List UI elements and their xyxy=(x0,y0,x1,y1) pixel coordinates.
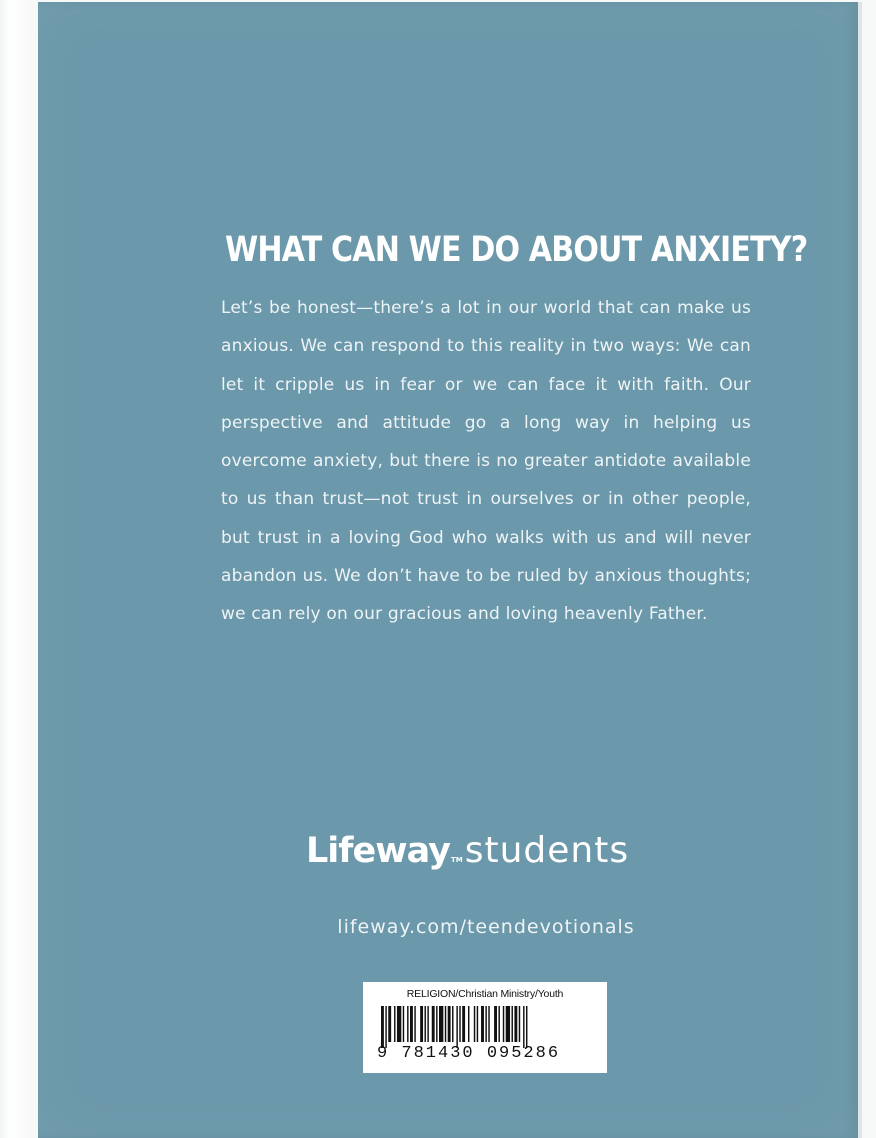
barcode-bar xyxy=(512,1006,513,1042)
barcode-bar xyxy=(498,1006,499,1042)
logo-brand: Lifeway xyxy=(306,831,450,871)
barcode-bars xyxy=(379,1006,591,1048)
barcode-panel xyxy=(363,982,607,1073)
barcode-bar xyxy=(452,1006,453,1042)
barcode-bar xyxy=(477,1006,478,1042)
barcode-bar xyxy=(394,1006,395,1042)
barcode-bar xyxy=(436,1006,437,1042)
barcode-bar xyxy=(420,1006,423,1042)
barcode-bar xyxy=(488,1006,489,1042)
barcode-bar xyxy=(523,1006,524,1048)
barcode-bar xyxy=(414,1006,415,1042)
barcode-bar xyxy=(448,1006,451,1042)
bisac-category: RELIGION/Christian Ministry/Youth xyxy=(406,988,564,1000)
barcode-bar xyxy=(474,1006,475,1042)
barcode-bar xyxy=(397,1006,401,1042)
barcode-bar xyxy=(427,1006,428,1042)
logo-suffix: students xyxy=(464,830,630,871)
cover-headline: WHAT CAN WE DO ABOUT ANXIETY? xyxy=(225,230,808,270)
barcode-bar xyxy=(407,1006,408,1042)
barcode-bar xyxy=(432,1006,435,1042)
isbn-digits: 9 781430 095286 xyxy=(377,1044,561,1063)
cover-description: Let’s be honest—there’s a lot in our world that can make us anxious. We can respond to this reality in two ways: We can let it cripple us in fear or we can face it with faith. Our perspective and attitude go a long way in helping us overcome anxiety, but there is no greater antidote available to us than trust—not trust in ourselves or in other people, but trust in a loving God who walks with us and will never abandon us. We don’t have to be ruled by anxious thoughts; we can rely on our gracious and loving heavenly Father. xyxy=(221,298,751,625)
barcode-bar xyxy=(456,1006,457,1048)
barcode-bar xyxy=(468,1006,469,1042)
lifeway-students-logo xyxy=(306,830,666,886)
barcode-bar xyxy=(439,1006,443,1042)
barcode-bar xyxy=(514,1006,517,1042)
barcode-bar xyxy=(385,1006,386,1048)
website-url: lifeway.com/teendevotionals xyxy=(337,916,635,938)
barcode-bar xyxy=(425,1006,426,1042)
barcode-bar xyxy=(485,1006,486,1042)
page-edge xyxy=(858,2,862,1138)
logo-trademark: TM xyxy=(450,856,463,864)
barcode-bar xyxy=(519,1006,520,1042)
barcode-bar xyxy=(410,1006,413,1042)
barcode-bar xyxy=(403,1006,404,1042)
barcode-bar xyxy=(462,1006,465,1042)
barcode-bar xyxy=(526,1006,527,1048)
barcode-bar xyxy=(388,1006,391,1042)
barcode-bar xyxy=(445,1006,446,1042)
barcode-bar xyxy=(503,1006,504,1042)
barcode-bar xyxy=(381,1006,384,1048)
barcode-bar xyxy=(481,1006,484,1042)
barcode-bar xyxy=(506,1006,510,1042)
barcode-bar xyxy=(494,1006,497,1042)
barcode-bar xyxy=(459,1006,460,1042)
back-cover xyxy=(38,2,858,1138)
